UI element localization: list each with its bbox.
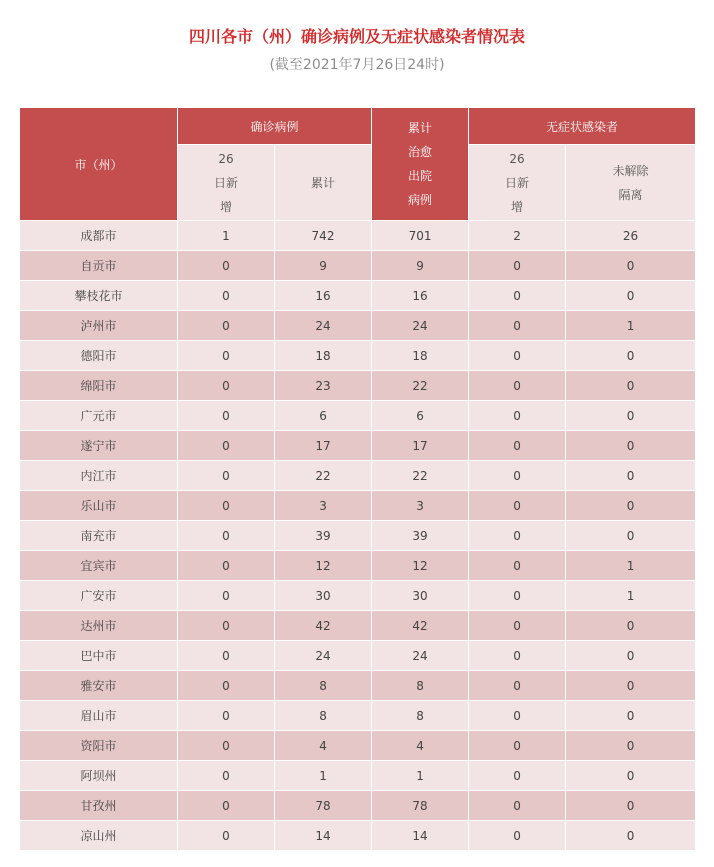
cell-asymptomatic-under-observation: 0 bbox=[566, 341, 696, 371]
cell-asymptomatic-new: 0 bbox=[469, 521, 566, 551]
cell-asymptomatic-under-observation: 0 bbox=[566, 401, 696, 431]
cell-asymptomatic-new: 0 bbox=[469, 641, 566, 671]
cell-city: 凉山州 bbox=[20, 821, 178, 851]
cell-confirmed-total: 24 bbox=[275, 311, 372, 341]
cell-asymptomatic-under-observation: 0 bbox=[566, 821, 696, 851]
cell-confirmed-total: 18 bbox=[275, 341, 372, 371]
cell-asymptomatic-new: 0 bbox=[469, 341, 566, 371]
cell-confirmed-total: 4 bbox=[275, 731, 372, 761]
cell-asymptomatic-new: 0 bbox=[469, 821, 566, 851]
header-recovered-label: 累计治愈出院病例 bbox=[408, 121, 433, 207]
cell-confirmed-new: 1 bbox=[178, 221, 275, 251]
cell-recovered: 16 bbox=[372, 281, 469, 311]
cell-city: 内江市 bbox=[20, 461, 178, 491]
cell-asymptomatic-under-observation: 0 bbox=[566, 761, 696, 791]
table-row bbox=[20, 731, 696, 761]
cell-recovered: 39 bbox=[372, 521, 469, 551]
header-confirmed-group: 确诊病例 bbox=[178, 108, 372, 145]
cell-asymptomatic-under-observation: 0 bbox=[566, 491, 696, 521]
cell-confirmed-total: 9 bbox=[275, 251, 372, 281]
cell-recovered: 3 bbox=[372, 491, 469, 521]
cell-asymptomatic-new: 0 bbox=[469, 311, 566, 341]
cell-confirmed-new: 0 bbox=[178, 641, 275, 671]
cell-asymptomatic-under-observation: 26 bbox=[566, 221, 696, 251]
cell-asymptomatic-under-observation: 0 bbox=[566, 521, 696, 551]
cell-confirmed-total: 12 bbox=[275, 551, 372, 581]
cell-confirmed-new: 0 bbox=[178, 461, 275, 491]
cell-recovered: 22 bbox=[372, 461, 469, 491]
cell-asymptomatic-under-observation: 0 bbox=[566, 731, 696, 761]
table-row bbox=[20, 611, 696, 641]
cell-confirmed-total: 24 bbox=[275, 641, 372, 671]
cell-asymptomatic-under-observation: 0 bbox=[566, 641, 696, 671]
cell-confirmed-new: 0 bbox=[178, 551, 275, 581]
cell-asymptomatic-new: 0 bbox=[469, 401, 566, 431]
cell-confirmed-total: 39 bbox=[275, 521, 372, 551]
cell-city: 南充市 bbox=[20, 521, 178, 551]
cell-city: 甘孜州 bbox=[20, 791, 178, 821]
cell-recovered: 12 bbox=[372, 551, 469, 581]
table-row bbox=[20, 821, 696, 851]
cell-asymptomatic-new: 0 bbox=[469, 491, 566, 521]
table-row bbox=[20, 221, 696, 251]
cell-city: 宜宾市 bbox=[20, 551, 178, 581]
table-row bbox=[20, 791, 696, 821]
table-row bbox=[20, 311, 696, 341]
cell-confirmed-new: 0 bbox=[178, 611, 275, 641]
cell-asymptomatic-new: 0 bbox=[469, 701, 566, 731]
cases-table bbox=[19, 107, 696, 851]
cell-asymptomatic-new: 0 bbox=[469, 551, 566, 581]
cell-city: 阿坝州 bbox=[20, 761, 178, 791]
cell-city: 自贡市 bbox=[20, 251, 178, 281]
cell-confirmed-total: 3 bbox=[275, 491, 372, 521]
cell-city: 攀枝花市 bbox=[20, 281, 178, 311]
cell-confirmed-total: 23 bbox=[275, 371, 372, 401]
cell-confirmed-total: 78 bbox=[275, 791, 372, 821]
cell-asymptomatic-under-observation: 0 bbox=[566, 791, 696, 821]
cell-city: 泸州市 bbox=[20, 311, 178, 341]
cell-recovered: 6 bbox=[372, 401, 469, 431]
cell-asymptomatic-under-observation: 0 bbox=[566, 251, 696, 281]
cell-city: 绵阳市 bbox=[20, 371, 178, 401]
cell-asymptomatic-new: 0 bbox=[469, 791, 566, 821]
table-row bbox=[20, 341, 696, 371]
cell-city: 雅安市 bbox=[20, 671, 178, 701]
table-row bbox=[20, 461, 696, 491]
table-row bbox=[20, 521, 696, 551]
table-row bbox=[20, 641, 696, 671]
cell-city: 眉山市 bbox=[20, 701, 178, 731]
cell-recovered: 14 bbox=[372, 821, 469, 851]
cell-recovered: 701 bbox=[372, 221, 469, 251]
page-subtitle: (截至2021年7月26日24时) bbox=[269, 57, 445, 73]
cell-asymptomatic-under-observation: 1 bbox=[566, 581, 696, 611]
cell-confirmed-total: 8 bbox=[275, 701, 372, 731]
table-row bbox=[20, 761, 696, 791]
cell-asymptomatic-new: 0 bbox=[469, 371, 566, 401]
cell-asymptomatic-new: 0 bbox=[469, 281, 566, 311]
table-row bbox=[20, 551, 696, 581]
cell-city: 成都市 bbox=[20, 221, 178, 251]
cell-asymptomatic-under-observation: 1 bbox=[566, 311, 696, 341]
header-asymptomatic-group: 无症状感染者 bbox=[469, 108, 696, 145]
cell-confirmed-new: 0 bbox=[178, 341, 275, 371]
table-row bbox=[20, 671, 696, 701]
cell-city: 广元市 bbox=[20, 401, 178, 431]
cell-asymptomatic-new: 2 bbox=[469, 221, 566, 251]
cell-confirmed-new: 0 bbox=[178, 311, 275, 341]
header-asymptomatic-under-observation bbox=[566, 145, 696, 221]
cell-asymptomatic-under-observation: 0 bbox=[566, 611, 696, 641]
cell-recovered: 42 bbox=[372, 611, 469, 641]
cell-confirmed-new: 0 bbox=[178, 791, 275, 821]
cell-confirmed-new: 0 bbox=[178, 581, 275, 611]
page-title: 四川各市（州）确诊病例及无症状感染者情况表 bbox=[188, 27, 525, 46]
cell-asymptomatic-new: 0 bbox=[469, 731, 566, 761]
cell-confirmed-total: 17 bbox=[275, 431, 372, 461]
cell-recovered: 1 bbox=[372, 761, 469, 791]
cell-asymptomatic-new: 0 bbox=[469, 461, 566, 491]
header-recovered bbox=[372, 108, 469, 221]
cell-city: 广安市 bbox=[20, 581, 178, 611]
table-row bbox=[20, 251, 696, 281]
table-row bbox=[20, 581, 696, 611]
cell-confirmed-new: 0 bbox=[178, 431, 275, 461]
cell-confirmed-new: 0 bbox=[178, 401, 275, 431]
header-asymptomatic-new bbox=[469, 145, 566, 221]
cell-confirmed-new: 0 bbox=[178, 491, 275, 521]
cell-recovered: 22 bbox=[372, 371, 469, 401]
cell-confirmed-new: 0 bbox=[178, 731, 275, 761]
cell-confirmed-new: 0 bbox=[178, 821, 275, 851]
cell-asymptomatic-new: 0 bbox=[469, 581, 566, 611]
header-confirmed-total: 累计 bbox=[275, 145, 372, 221]
cell-asymptomatic-under-observation: 0 bbox=[566, 701, 696, 731]
cell-asymptomatic-under-observation: 0 bbox=[566, 281, 696, 311]
header-city: 市（州） bbox=[20, 108, 178, 221]
table-row bbox=[20, 701, 696, 731]
table-row bbox=[20, 491, 696, 521]
cell-confirmed-total: 16 bbox=[275, 281, 372, 311]
cell-confirmed-new: 0 bbox=[178, 671, 275, 701]
cell-recovered: 4 bbox=[372, 731, 469, 761]
table-row bbox=[20, 281, 696, 311]
cell-recovered: 9 bbox=[372, 251, 469, 281]
cell-city: 德阳市 bbox=[20, 341, 178, 371]
cell-recovered: 30 bbox=[372, 581, 469, 611]
cell-confirmed-total: 14 bbox=[275, 821, 372, 851]
cell-asymptomatic-new: 0 bbox=[469, 251, 566, 281]
table-row bbox=[20, 401, 696, 431]
cell-confirmed-new: 0 bbox=[178, 371, 275, 401]
cell-confirmed-new: 0 bbox=[178, 251, 275, 281]
cell-confirmed-new: 0 bbox=[178, 701, 275, 731]
cell-city: 乐山市 bbox=[20, 491, 178, 521]
cell-asymptomatic-new: 0 bbox=[469, 611, 566, 641]
cell-confirmed-new: 0 bbox=[178, 761, 275, 791]
cell-confirmed-total: 6 bbox=[275, 401, 372, 431]
cell-asymptomatic-new: 0 bbox=[469, 671, 566, 701]
cell-recovered: 8 bbox=[372, 671, 469, 701]
cell-confirmed-total: 742 bbox=[275, 221, 372, 251]
header-confirmed-new-label: 26日新增 bbox=[213, 151, 238, 214]
cell-confirmed-new: 0 bbox=[178, 281, 275, 311]
cell-city: 达州市 bbox=[20, 611, 178, 641]
cell-recovered: 24 bbox=[372, 641, 469, 671]
cell-confirmed-total: 8 bbox=[275, 671, 372, 701]
cell-confirmed-total: 30 bbox=[275, 581, 372, 611]
table-row bbox=[20, 431, 696, 461]
cell-recovered: 18 bbox=[372, 341, 469, 371]
cell-asymptomatic-under-observation: 0 bbox=[566, 431, 696, 461]
cell-recovered: 78 bbox=[372, 791, 469, 821]
cell-recovered: 24 bbox=[372, 311, 469, 341]
header-asymptomatic-new-label: 26日新增 bbox=[505, 151, 530, 214]
cell-asymptomatic-new: 0 bbox=[469, 431, 566, 461]
cell-confirmed-new: 0 bbox=[178, 521, 275, 551]
cell-asymptomatic-under-observation: 1 bbox=[566, 551, 696, 581]
cell-recovered: 8 bbox=[372, 701, 469, 731]
cell-asymptomatic-under-observation: 0 bbox=[566, 371, 696, 401]
cell-asymptomatic-under-observation: 0 bbox=[566, 461, 696, 491]
cell-city: 资阳市 bbox=[20, 731, 178, 761]
cell-confirmed-total: 42 bbox=[275, 611, 372, 641]
table-row bbox=[20, 371, 696, 401]
cell-confirmed-total: 22 bbox=[275, 461, 372, 491]
cell-asymptomatic-new: 0 bbox=[469, 761, 566, 791]
cell-recovered: 17 bbox=[372, 431, 469, 461]
cell-confirmed-total: 1 bbox=[275, 761, 372, 791]
header-asymptomatic-obs-label: 未解除隔离 bbox=[612, 163, 649, 202]
cell-city: 遂宁市 bbox=[20, 431, 178, 461]
table-body bbox=[20, 221, 696, 851]
header-confirmed-new bbox=[178, 145, 275, 221]
cell-asymptomatic-under-observation: 0 bbox=[566, 671, 696, 701]
cell-city: 巴中市 bbox=[20, 641, 178, 671]
